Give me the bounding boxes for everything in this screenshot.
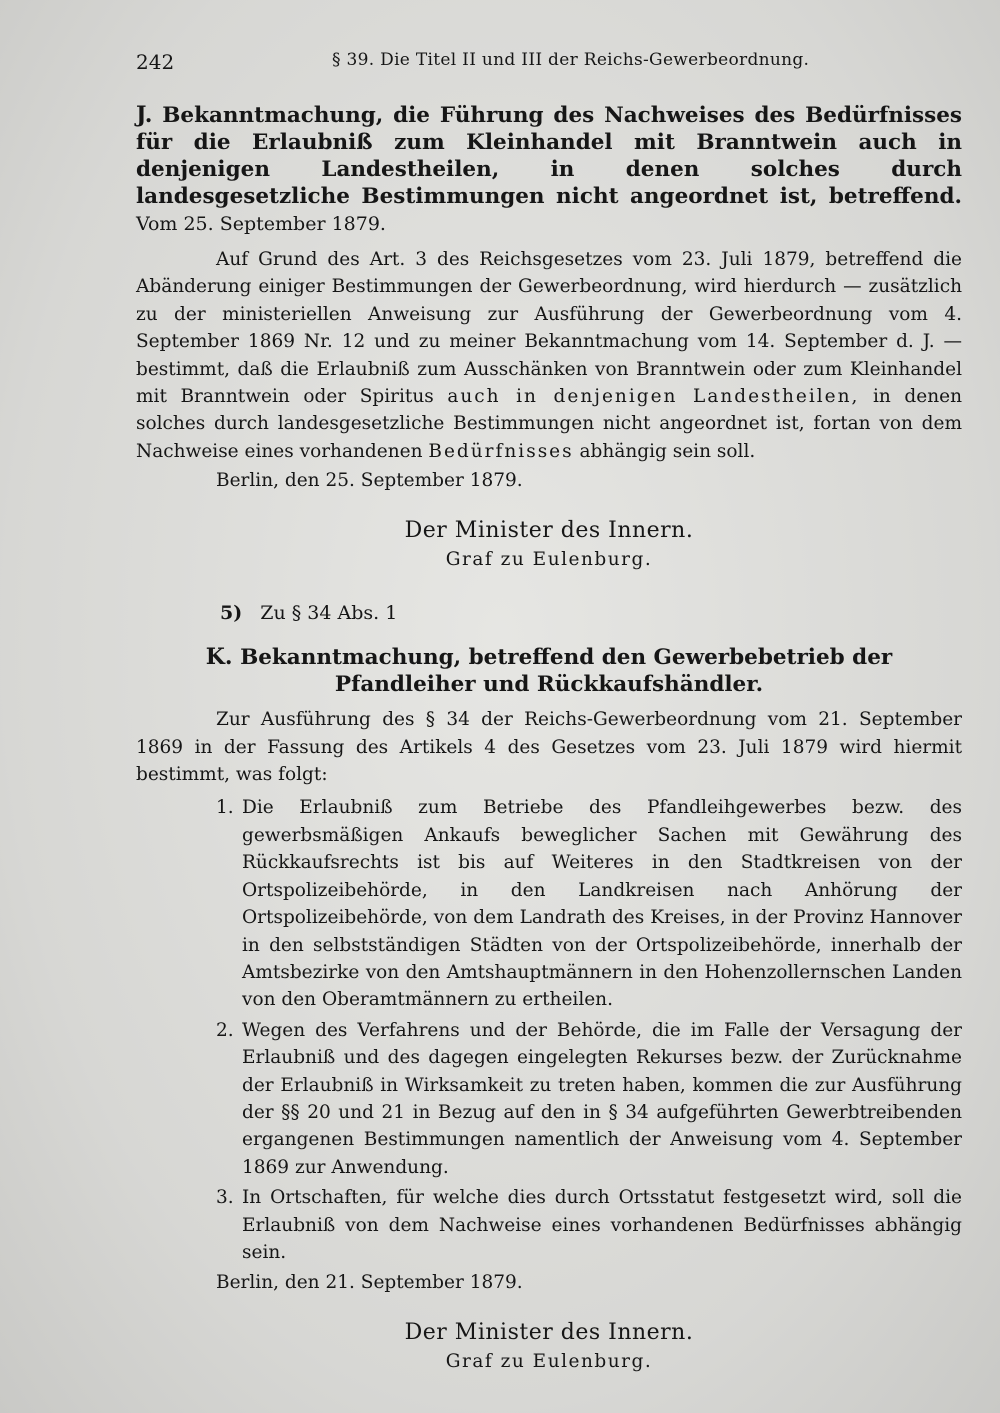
section-k-heading: [136, 644, 962, 698]
list-item-number: 2.: [216, 1019, 234, 1041]
section-k-letter: K.: [205, 644, 233, 671]
section-j-body: [136, 246, 962, 465]
list-item-text: Wegen des Verfahrens und der Behörde, die im Falle der Versagung der Erlaubniß und des dagegen eingelegten Rekurses bezw. der Zurücknahme der Erlaubniß in Wirksamkeit zu treten haben, kommen die zur Ausführung der §§ 20 und 21 in Bezug auf den in § 34 aufgeführten Gewerbtreibenden ergangenen Bestimmungen namentlich der Anweisung vom 4. September 1869 zur Anwendung.: [242, 1019, 962, 1178]
list-item-text: In Ortschaften, für welche dies durch Ortsstatut festgesetzt wird, soll die Erlaubniß von dem Nachweise eines vorhandenen Bedürfnisses abhängig sein.: [242, 1187, 962, 1263]
page-number: 242: [136, 50, 175, 74]
section-j-signature-title: Der Minister des Innern.: [404, 518, 694, 544]
section-j-body-part-1: Auf Grund des Art. 3 des Reichsgesetzes vom 23. Juli 1879, betreffend die Abänderung einiger Bestimmungen der Gewerbeordnung, wird hierdurch — zusätzlich zu der ministeriellen Anweisung zur Ausführung der Gewerbeordnung vom 4. September 1869 Nr. 12 und zu meiner Bekanntmachung vom 14. September d. J. — bestimmt, daß die Erlaubniß zum Ausschänken von Branntwein oder zum Kleinhandel mit Branntwein oder Spiritus: [136, 249, 962, 408]
list-item: [136, 1184, 962, 1266]
running-head: [136, 44, 962, 84]
section-marker: [220, 602, 962, 624]
section-j-heading: [136, 102, 962, 238]
section-k-place-date: Berlin, den 21. September 1879.: [216, 1272, 523, 1294]
section-marker-number: 5): [220, 602, 243, 625]
list-item: [136, 1017, 962, 1181]
section-j-body-part-3: abhängig sein soll.: [579, 440, 756, 462]
section-j-title: Bekanntmachung, die Führung des Nachweises des Bedürfnisses für die Erlaubniß zum Kleinhandel mit Branntwein auch in denjenigen Landestheilen, in denen solches durch landesgesetzliche Bestimmungen nicht angeordnet ist, betreffend.: [136, 103, 962, 209]
section-j-letter: J.: [136, 102, 153, 128]
section-k-signature-title: Der Minister des Innern.: [404, 1320, 694, 1346]
section-j-signature-name: Graf zu Eulenburg.: [445, 549, 653, 571]
section-k-signature-name: Graf zu Eulenburg.: [445, 1351, 653, 1373]
list-item: [136, 794, 962, 1013]
running-title: § 39. Die Titel II und III der Reichs-Gewerbeordnung.: [332, 50, 810, 70]
list-item-number: 1.: [216, 797, 234, 819]
section-marker-text: Zu § 34 Abs. 1: [260, 602, 398, 625]
section-j-body-part-2: in denen solches durch landesgesetzliche Bestimmungen nicht angeordnet ist, fortan von dem Nachweise eines vorhandenen: [136, 386, 962, 462]
section-k-title: Bekanntmachung, betreffend den Gewerbebetrieb der Pfandleiher und Rückkaufshändler.: [240, 645, 893, 698]
page-content: [136, 44, 962, 1372]
section-j-body-spaced-1: auch in denjenigen Landestheilen,: [447, 386, 860, 408]
section-k-list: [136, 794, 962, 1266]
section-j-body-spaced-2: Bedürfnisses: [428, 440, 574, 462]
list-item-number: 3.: [216, 1187, 234, 1209]
list-item-text: Die Erlaubniß zum Betriebe des Pfandleihgewerbes bezw. des gewerbsmäßigen Ankaufs beweglicher Sachen mit Gewährung des Rückkaufsrechts ist bis auf Weiteres in den Stadtkreisen von der Ortspolizeibehörde, in den Landkreisen nach Anhörung der Ortspolizeibehörde, von dem Landrath des Kreises, in der Provinz Hannover in den selbstständigen Städten von der Ortspolizeibehörde, innerhalb der Amtsbezirke von den Amtshauptmännern in den Hohenzollernschen Landen von den Oberamtmännern zu ertheilen.: [242, 797, 962, 1011]
section-k-intro: Zur Ausführung des § 34 der Reichs-Gewerbeordnung vom 21. September 1869 in der Fassung des Artikels 4 des Gesetzes vom 23. Juli 1879 wird hiermit bestimmt, was folgt:: [136, 709, 962, 786]
section-j-date: Vom 25. September 1879.: [136, 213, 386, 235]
section-j-place-date: Berlin, den 25. September 1879.: [216, 470, 523, 492]
